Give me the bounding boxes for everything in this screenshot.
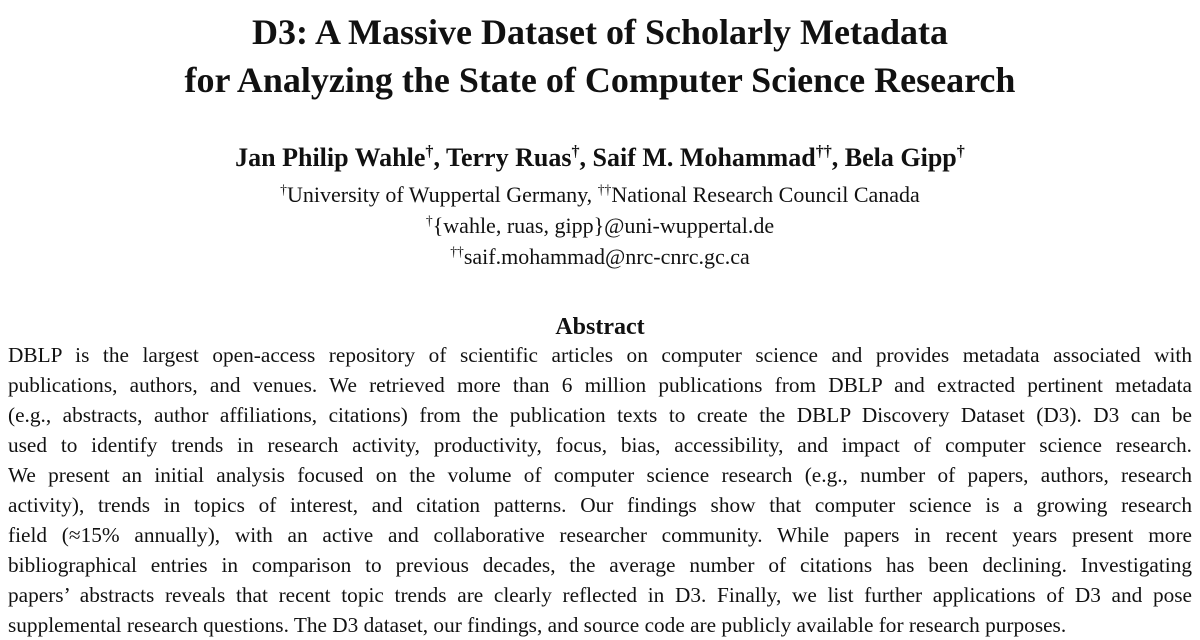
affiliation-mark: †: [280, 181, 287, 197]
affiliation-institutions: [0, 180, 1200, 210]
author-name: Terry Ruas: [446, 143, 572, 172]
author-affiliation-mark: †: [571, 143, 580, 161]
affiliation-mark: †: [425, 212, 433, 228]
abstract-line: DBLP is the largest open-access repository of scientific articles on computer science and provides metadata associated with: [8, 343, 1192, 367]
author-separator: ,: [433, 143, 447, 172]
author-name: Saif M. Mohammad: [592, 143, 816, 172]
abstract-line: We present an initial analysis focused on the volume of computer science research (e.g., number of papers, authors, research: [8, 463, 1192, 487]
author-name: Jan Philip Wahle: [235, 143, 426, 172]
paper-title-line-1: D3: A Massive Dataset of Scholarly Metadata: [252, 12, 948, 52]
affiliation-email-nrc: [0, 242, 1200, 272]
abstract-line: used to identify trends in research activity, productivity, focus, bias, accessibility, and impact of computer science research.: [8, 433, 1192, 457]
author-separator: ,: [579, 143, 593, 172]
paper-title: [0, 8, 1200, 104]
affiliation-mark: ††: [597, 181, 612, 197]
abstract-line: publications, authors, and venues. We retrieved more than 6 million publications from DBLP and extracted pertinent metadata: [8, 373, 1192, 397]
affiliation-mark: ††: [450, 243, 464, 259]
email-wuppertal: {wahle, ruas, gipp}@uni-wuppertal.de: [432, 213, 775, 238]
author-affiliation-mark: †: [956, 143, 965, 161]
affiliation-nrc: National Research Council Canada: [611, 182, 920, 207]
abstract-line: activity), trends in topics of interest, and citation patterns. Our findings show that computer science is a growing research: [8, 493, 1192, 517]
abstract-line: bibliographical entries in comparison to previous decades, the average number of citations has been declining. Investigating: [8, 553, 1192, 577]
author-affiliation-mark: ††: [815, 143, 832, 161]
author-list: [0, 140, 1200, 176]
paper-title-line-2: for Analyzing the State of Computer Science Research: [184, 60, 1016, 100]
abstract-line: field (≈15% annually), with an active and collaborative researcher community. While papers in recent years present more: [8, 523, 1192, 547]
author-separator: ,: [831, 143, 845, 172]
abstract-heading: Abstract: [555, 314, 645, 340]
email-nrc: saif.mohammad@nrc-cnrc.gc.ca: [463, 244, 750, 269]
author-name: Bela Gipp: [844, 143, 957, 172]
affiliation-wuppertal: University of Wuppertal Germany,: [286, 182, 598, 207]
abstract-line: papers’ abstracts reveals that recent topic trends are clearly reflected in D3. Finally, we list further applications of D3 and pose: [8, 583, 1192, 607]
author-affiliation-mark: †: [425, 143, 434, 161]
affiliation-email-wuppertal: [0, 211, 1200, 241]
abstract-body: [8, 340, 1192, 640]
abstract-line: supplemental research questions. The D3 dataset, our findings, and source code are publicly available for research purposes.: [8, 613, 1067, 637]
abstract-line: (e.g., abstracts, author affiliations, citations) from the publication texts to create the DBLP Discovery Dataset (D3). D3 can be: [8, 403, 1192, 427]
